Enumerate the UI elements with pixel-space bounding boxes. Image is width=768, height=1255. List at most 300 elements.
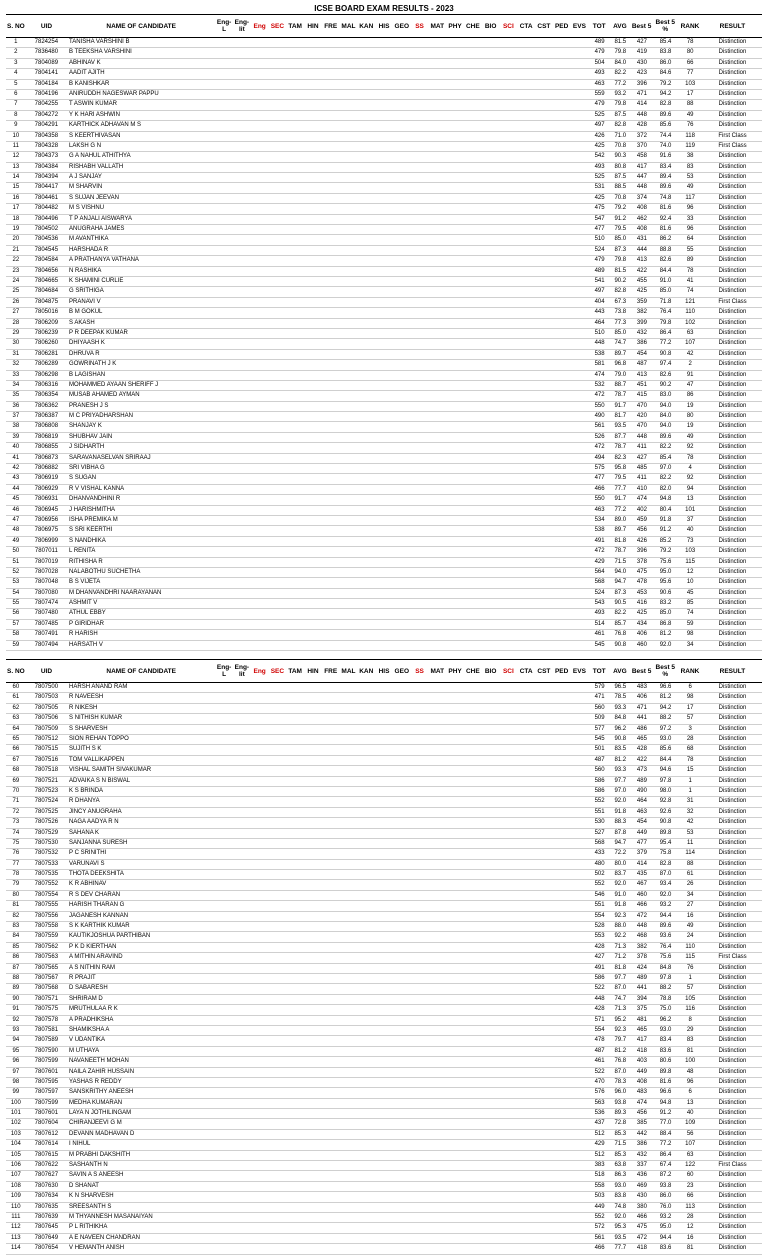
cell-subject — [341, 745, 359, 754]
cell-tot: 477 — [594, 475, 605, 482]
cell-rank: 37 — [686, 516, 694, 523]
cell-subject — [553, 891, 571, 900]
cell-subject — [270, 860, 288, 869]
cell-subject — [482, 1088, 500, 1097]
col-header: Best 5 — [631, 22, 652, 30]
cell-subject — [518, 485, 536, 494]
cell-subject — [234, 558, 252, 567]
cell-res: Distinction — [718, 1016, 747, 1023]
cell-subject — [553, 121, 571, 130]
cell-subject — [305, 829, 323, 838]
cell-subject — [323, 683, 341, 692]
cell-subject — [323, 745, 341, 754]
cell-subject — [234, 912, 252, 921]
cell-subject — [217, 360, 235, 369]
cell-subject — [341, 80, 359, 89]
cell-subject — [288, 870, 306, 879]
cell-subject — [305, 215, 323, 224]
cell-res: Distinction — [718, 923, 747, 930]
cell-name: G SRITHIGA — [69, 288, 104, 295]
cell-subject — [412, 391, 430, 400]
cell-subject — [571, 183, 589, 192]
table-row — [6, 808, 762, 818]
cell-uid: 7807634 — [34, 1193, 59, 1200]
cell-subject — [341, 48, 359, 57]
cell-subject — [358, 984, 376, 993]
cell-subject — [288, 693, 306, 702]
cell-b5p: 83.8 — [659, 49, 672, 56]
cell-subject — [376, 808, 394, 817]
cell-subject — [288, 829, 306, 838]
table-row — [6, 526, 762, 536]
cell-subject — [500, 1140, 518, 1149]
cell-subject — [270, 464, 288, 473]
cell-subject — [270, 516, 288, 525]
cell-subject — [234, 381, 252, 390]
cell-subject — [429, 735, 447, 744]
cell-b5: 386 — [636, 1141, 647, 1148]
cell-subject — [394, 714, 412, 723]
cell-subject — [270, 298, 288, 307]
cell-subject — [447, 256, 465, 265]
cell-subject — [429, 142, 447, 151]
cell-subject — [518, 319, 536, 328]
cell-subject — [270, 995, 288, 1004]
cell-subject — [447, 391, 465, 400]
cell-tot: 493 — [594, 163, 605, 170]
cell-sno: 109 — [10, 1193, 21, 1200]
cell-subject — [234, 454, 252, 463]
cell-subject — [394, 891, 412, 900]
cell-subject — [447, 599, 465, 608]
cell-subject — [234, 849, 252, 858]
cell-rank: 116 — [685, 1006, 695, 1013]
cell-subject — [500, 111, 518, 120]
cell-subject — [536, 1057, 554, 1066]
cell-subject — [288, 912, 306, 921]
cell-subject — [288, 860, 306, 869]
cell-b5p: 81.6 — [659, 1078, 672, 1085]
cell-subject — [341, 932, 359, 941]
cell-subject — [234, 1192, 252, 1201]
cell-subject — [305, 371, 323, 380]
cell-subject — [341, 766, 359, 775]
cell-sno: 111 — [11, 1213, 21, 1220]
cell-subject — [305, 173, 323, 182]
cell-subject — [553, 1130, 571, 1139]
cell-subject — [518, 984, 536, 993]
cell-sno: 91 — [12, 1006, 20, 1013]
cell-subject — [571, 964, 589, 973]
cell-subject — [305, 454, 323, 463]
cell-subject — [500, 1203, 518, 1212]
cell-subject — [358, 683, 376, 692]
cell-subject — [429, 568, 447, 577]
cell-subject — [429, 204, 447, 213]
cell-subject — [217, 787, 235, 796]
cell-b5p: 92.0 — [659, 891, 672, 898]
cell-b5p: 74.4 — [659, 132, 672, 139]
cell-subject — [553, 422, 571, 431]
cell-subject — [536, 953, 554, 962]
cell-subject — [394, 1005, 412, 1014]
cell-rank: 122 — [685, 1162, 696, 1169]
cell-subject — [536, 630, 554, 639]
cell-subject — [536, 1078, 554, 1087]
col-header: CTA — [519, 667, 533, 675]
cell-subject — [234, 80, 252, 89]
cell-subject — [571, 714, 589, 723]
cell-subject — [358, 152, 376, 161]
cell-tot: 479 — [594, 257, 605, 264]
cell-subject — [518, 1047, 536, 1056]
cell-subject — [465, 1234, 483, 1243]
cell-subject — [412, 215, 430, 224]
cell-subject — [288, 48, 306, 57]
cell-tot: 561 — [594, 1234, 605, 1241]
cell-subject — [412, 381, 430, 390]
cell-b5: 454 — [636, 350, 647, 357]
cell-subject — [536, 1203, 554, 1212]
cell-subject — [536, 735, 554, 744]
cell-res: Distinction — [718, 1172, 747, 1179]
cell-subject — [412, 693, 430, 702]
cell-subject — [305, 464, 323, 473]
cell-subject — [358, 329, 376, 338]
cell-subject — [252, 100, 270, 109]
cell-subject — [447, 1203, 465, 1212]
cell-subject — [358, 932, 376, 941]
cell-uid: 7807500 — [34, 684, 59, 691]
cell-res: Distinction — [718, 589, 747, 596]
cell-subject — [394, 1203, 412, 1212]
cell-subject — [500, 1119, 518, 1128]
cell-subject — [358, 1088, 376, 1097]
cell-name: SHAMIKSHA A — [69, 1026, 110, 1033]
cell-subject — [217, 1171, 235, 1180]
cell-uid: 7807480 — [34, 610, 59, 617]
cell-subject — [270, 1244, 288, 1253]
col-header: HIS — [378, 667, 390, 675]
cell-subject — [553, 953, 571, 962]
cell-subject — [500, 693, 518, 702]
cell-subject — [234, 839, 252, 848]
cell-subject — [270, 1161, 288, 1170]
cell-subject — [252, 339, 270, 348]
cell-subject — [553, 360, 571, 369]
cell-tot: 472 — [594, 444, 605, 451]
cell-subject — [465, 1244, 483, 1253]
cell-subject — [571, 246, 589, 255]
cell-subject — [376, 568, 394, 577]
cell-subject — [429, 111, 447, 120]
cell-subject — [465, 589, 483, 598]
cell-subject — [447, 1088, 465, 1097]
cell-subject — [358, 246, 376, 255]
cell-subject — [394, 433, 412, 442]
cell-rank: 42 — [686, 819, 694, 826]
cell-subject — [465, 256, 483, 265]
cell-avg: 83.8 — [614, 1193, 627, 1200]
cell-subject — [288, 568, 306, 577]
cell-subject — [518, 152, 536, 161]
cell-subject — [234, 1109, 252, 1118]
cell-uid: 7807590 — [34, 1047, 59, 1054]
cell-subject — [465, 360, 483, 369]
cell-subject — [394, 402, 412, 411]
col-header: S. NO — [7, 22, 25, 30]
cell-subject — [465, 225, 483, 234]
cell-subject — [252, 267, 270, 276]
cell-name: SUJITH S K — [69, 746, 102, 753]
cell-subject — [482, 547, 500, 556]
cell-subject — [500, 1234, 518, 1243]
cell-uid: 7807554 — [34, 891, 59, 898]
cell-subject — [571, 1213, 589, 1222]
cell-tot: 541 — [594, 277, 605, 284]
cell-subject — [429, 745, 447, 754]
cell-subject — [252, 1151, 270, 1160]
table-row — [6, 558, 762, 568]
cell-subject — [465, 1068, 483, 1077]
cell-subject — [482, 578, 500, 587]
cell-avg: 90.8 — [614, 641, 627, 648]
cell-subject — [571, 1068, 589, 1077]
cell-subject — [482, 256, 500, 265]
cell-subject — [358, 1140, 376, 1149]
cell-subject — [553, 381, 571, 390]
cell-uid: 7804384 — [34, 163, 59, 170]
cell-b5p: 86.8 — [659, 620, 672, 627]
cell-subject — [252, 183, 270, 192]
cell-b5: 481 — [636, 1016, 647, 1023]
cell-subject — [341, 630, 359, 639]
cell-subject — [323, 506, 341, 515]
table-row — [6, 298, 762, 308]
cell-subject — [500, 256, 518, 265]
cell-subject — [394, 454, 412, 463]
cell-b5p: 92.8 — [659, 798, 672, 805]
cell-subject — [553, 901, 571, 910]
cell-subject — [358, 609, 376, 618]
cell-tot: 532 — [594, 381, 605, 388]
cell-name: M UTHAYA — [69, 1047, 100, 1054]
cell-subject — [482, 163, 500, 172]
cell-subject — [500, 1047, 518, 1056]
cell-sno: 62 — [12, 704, 20, 711]
table-row — [6, 1088, 762, 1098]
cell-subject — [412, 1203, 430, 1212]
cell-subject — [323, 69, 341, 78]
cell-tot: 427 — [594, 954, 605, 961]
cell-avg: 84.8 — [614, 715, 627, 722]
cell-subject — [553, 1119, 571, 1128]
cell-subject — [394, 756, 412, 765]
cell-b5: 411 — [637, 444, 647, 451]
table-row — [6, 974, 762, 984]
cell-subject — [252, 1047, 270, 1056]
cell-subject — [412, 69, 430, 78]
cell-b5p: 94.8 — [659, 1099, 672, 1106]
cell-uid: 7807552 — [34, 881, 59, 888]
cell-b5: 430 — [636, 59, 647, 66]
cell-subject — [217, 568, 235, 577]
cell-subject — [376, 319, 394, 328]
cell-subject — [518, 38, 536, 47]
cell-subject — [412, 329, 430, 338]
cell-subject — [217, 1088, 235, 1097]
cell-uid: 7804584 — [34, 257, 59, 264]
cell-subject — [518, 766, 536, 775]
cell-subject — [234, 745, 252, 754]
cell-rank: 16 — [686, 1234, 694, 1241]
cell-subject — [500, 1057, 518, 1066]
cell-b5p: 86.0 — [659, 1193, 672, 1200]
cell-b5: 427 — [636, 39, 647, 45]
cell-subject — [412, 1005, 430, 1014]
cell-avg: 78.3 — [614, 1078, 627, 1085]
cell-sno: 60 — [12, 684, 20, 691]
cell-subject — [500, 641, 518, 650]
col-header: NAME OF CANDIDATE — [106, 667, 176, 675]
cell-avg: 79.2 — [614, 205, 627, 212]
cell-subject — [429, 287, 447, 296]
cell-subject — [252, 787, 270, 796]
cell-subject — [270, 880, 288, 889]
cell-avg: 78.7 — [614, 444, 627, 451]
cell-subject — [270, 745, 288, 754]
cell-tot: 383 — [594, 1162, 605, 1169]
cell-subject — [553, 308, 571, 317]
cell-subject — [376, 766, 394, 775]
cell-subject — [358, 1119, 376, 1128]
cell-subject — [518, 1234, 536, 1243]
cell-subject — [500, 1171, 518, 1180]
cell-rank: 64 — [686, 236, 694, 243]
cell-subject — [323, 287, 341, 296]
cell-b5p: 67.4 — [659, 1162, 672, 1169]
cell-sno: 107 — [10, 1172, 21, 1179]
cell-b5p: 97.4 — [659, 361, 672, 368]
cell-uid: 7807509 — [34, 725, 59, 732]
cell-subject — [536, 558, 554, 567]
cell-subject — [536, 506, 554, 515]
cell-sno: 84 — [12, 933, 20, 940]
cell-subject — [465, 860, 483, 869]
cell-subject — [412, 1182, 430, 1191]
cell-subject — [394, 1223, 412, 1232]
cell-subject — [429, 1047, 447, 1056]
cell-avg: 90.2 — [614, 277, 627, 284]
cell-b5: 399 — [636, 319, 647, 326]
cell-res: Distinction — [718, 995, 747, 1002]
cell-subject — [500, 526, 518, 535]
cell-subject — [234, 464, 252, 473]
cell-b5p: 94.2 — [659, 90, 672, 97]
cell-subject — [234, 516, 252, 525]
cell-subject — [500, 1151, 518, 1160]
cell-subject — [341, 246, 359, 255]
cell-rank: 34 — [686, 891, 694, 898]
cell-subject — [270, 797, 288, 806]
cell-subject — [482, 1068, 500, 1077]
cell-res: Distinction — [718, 798, 747, 805]
cell-subject — [536, 870, 554, 879]
cell-subject — [571, 829, 589, 838]
cell-subject — [482, 1192, 500, 1201]
cell-subject — [536, 183, 554, 192]
cell-subject — [217, 849, 235, 858]
cell-tot: 545 — [594, 641, 605, 648]
cell-b5: 408 — [636, 226, 647, 233]
cell-subject — [447, 474, 465, 483]
cell-subject — [341, 1036, 359, 1045]
cell-sno: 97 — [12, 1068, 20, 1075]
cell-subject — [429, 1203, 447, 1212]
cell-b5: 414 — [636, 860, 647, 867]
cell-subject — [270, 59, 288, 68]
cell-subject — [341, 839, 359, 848]
cell-subject — [341, 1047, 359, 1056]
cell-subject — [376, 693, 394, 702]
table-row — [6, 90, 762, 100]
cell-name: B KANISHKAR — [69, 80, 110, 87]
cell-subject — [412, 1223, 430, 1232]
cell-rank: 77 — [686, 70, 694, 77]
cell-rank: 85 — [686, 600, 694, 607]
cell-subject — [536, 402, 554, 411]
cell-subject — [305, 641, 323, 650]
cell-tot: 487 — [594, 756, 605, 763]
cell-b5: 425 — [636, 610, 647, 617]
cell-subject — [465, 277, 483, 286]
cell-subject — [305, 839, 323, 848]
table-row — [6, 402, 762, 412]
cell-subject — [288, 163, 306, 172]
cell-tot: 464 — [594, 319, 605, 326]
cell-res: Distinction — [718, 122, 747, 129]
cell-subject — [376, 1161, 394, 1170]
cell-rank: 63 — [686, 329, 694, 336]
cell-subject — [412, 537, 430, 546]
table-row — [6, 943, 762, 953]
cell-subject — [429, 516, 447, 525]
cell-subject — [429, 849, 447, 858]
cell-subject — [217, 1140, 235, 1149]
cell-subject — [465, 38, 483, 47]
cell-subject — [358, 1057, 376, 1066]
cell-subject — [305, 984, 323, 993]
cell-subject — [323, 787, 341, 796]
cell-subject — [305, 100, 323, 109]
cell-b5p: 92.0 — [659, 641, 672, 648]
cell-subject — [518, 454, 536, 463]
cell-subject — [500, 391, 518, 400]
cell-res: Distinction — [718, 402, 747, 409]
cell-subject — [234, 111, 252, 120]
cell-tot: 524 — [594, 246, 605, 253]
cell-subject — [217, 880, 235, 889]
cell-subject — [518, 516, 536, 525]
cell-sno: 113 — [11, 1234, 21, 1241]
cell-subject — [305, 298, 323, 307]
cell-subject — [429, 339, 447, 348]
cell-subject — [234, 246, 252, 255]
cell-subject — [394, 412, 412, 421]
cell-subject — [217, 984, 235, 993]
cell-subject — [270, 391, 288, 400]
cell-subject — [412, 568, 430, 577]
